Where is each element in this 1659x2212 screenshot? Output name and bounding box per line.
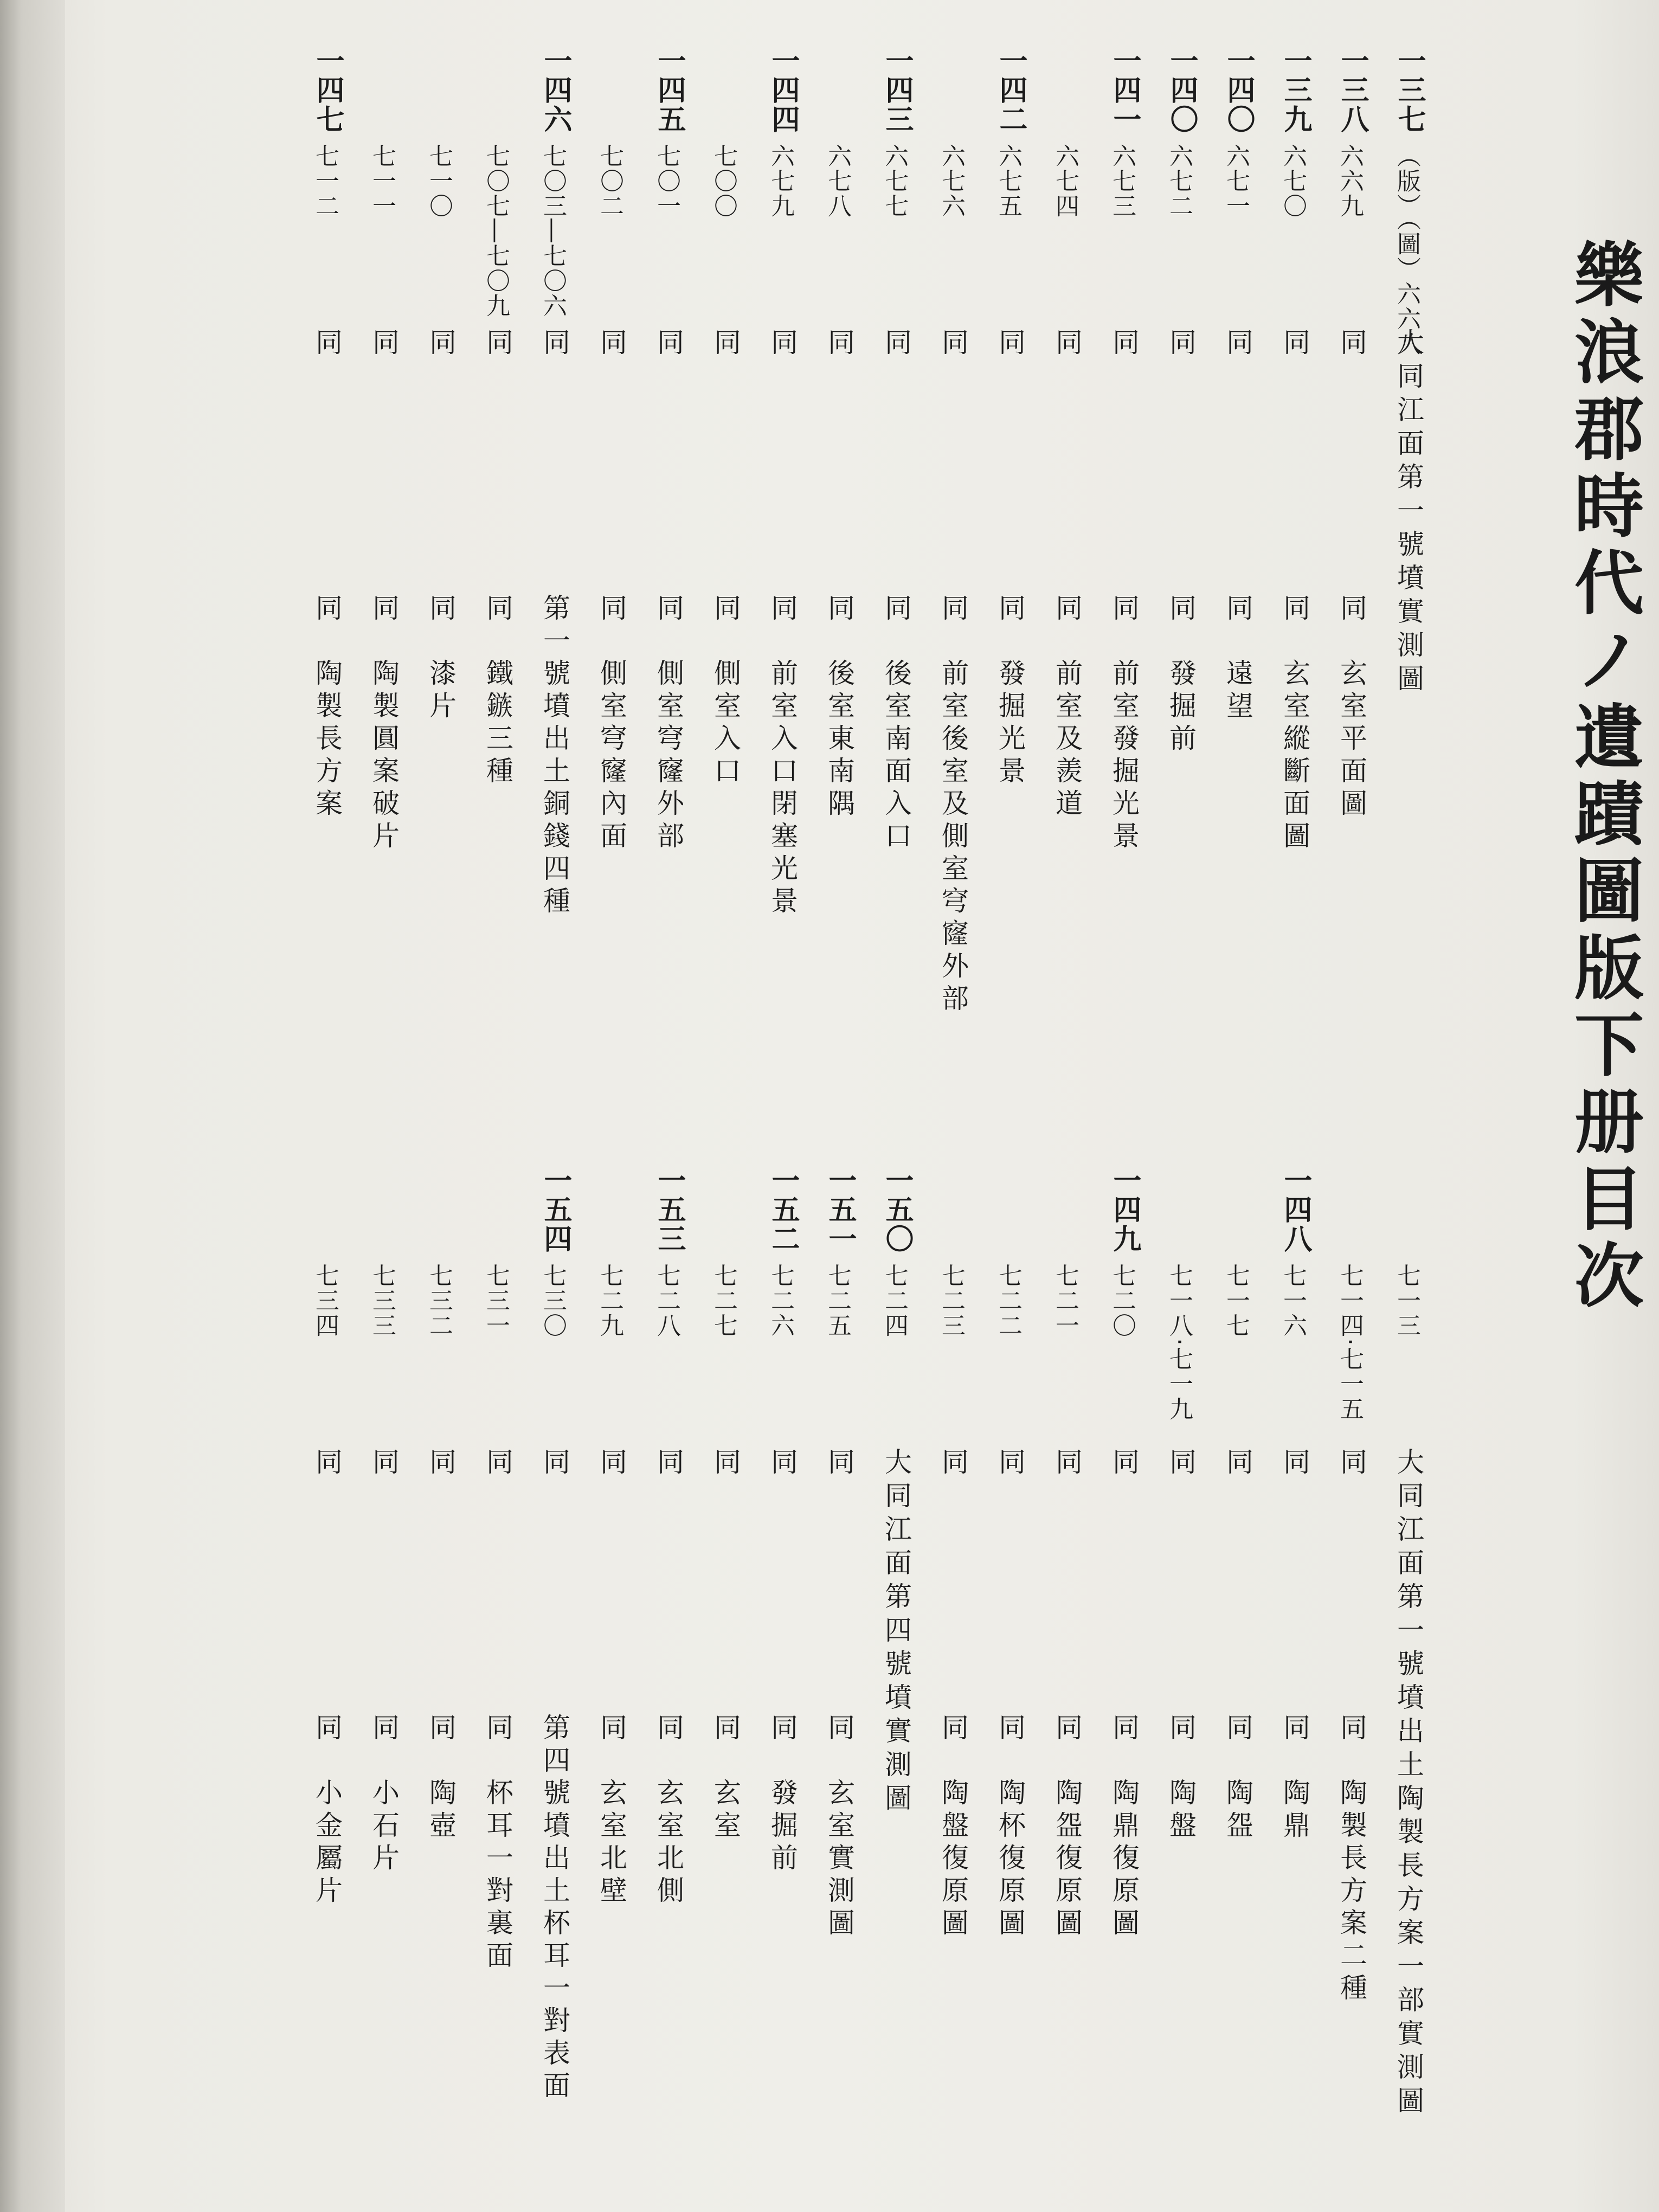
site-name: 同 bbox=[710, 328, 741, 362]
toc-entry bbox=[1092, 46, 1147, 1076]
figure-number: 七〇二 bbox=[596, 144, 623, 218]
site-name: 同 bbox=[596, 1448, 627, 1481]
figure-number: 七一一 bbox=[368, 144, 396, 218]
figure-number: 七三二 bbox=[425, 1263, 453, 1338]
toc-entry bbox=[1377, 46, 1431, 1076]
figure-description: 同 前室發掘光景 bbox=[1108, 594, 1140, 854]
site-name: 大同江面第一號墳出土陶製長方案一部實測圖 bbox=[1393, 1448, 1424, 2120]
lower-entry-list bbox=[65, 1166, 1637, 2196]
figure-description: 同 玄室縱斷面圖 bbox=[1279, 594, 1310, 854]
toc-entry bbox=[808, 46, 862, 1076]
figure-description: 同 前室及羨道 bbox=[1051, 594, 1083, 821]
site-name: 同 bbox=[937, 328, 969, 362]
toc-entry bbox=[1036, 1166, 1090, 2196]
toc-entry bbox=[523, 1166, 577, 2196]
figure-description: 同 陶壺 bbox=[425, 1713, 456, 1843]
figure-number: 七一八‧七一九 bbox=[1165, 1263, 1193, 1422]
figure-description: 同 側室穹窿外部 bbox=[653, 594, 684, 854]
figure-description: 同 陶盤 bbox=[1165, 1713, 1197, 1843]
site-name: 同 bbox=[824, 328, 855, 362]
site-name: 同 bbox=[767, 1448, 798, 1481]
figure-description: 第四號墳出土杯耳一對表面 bbox=[539, 1713, 570, 2104]
plate-number: 一四八 bbox=[1279, 1166, 1311, 1253]
plate-number: 一四三 bbox=[880, 46, 913, 134]
figure-number: 七二一 bbox=[1051, 1263, 1079, 1338]
plate-number: 一五二 bbox=[767, 1166, 799, 1253]
figure-description: 同 小石片 bbox=[368, 1713, 400, 1876]
table-of-contents-page bbox=[65, 0, 1644, 2212]
figure-description: 同 側室入口 bbox=[710, 594, 741, 789]
toc-entry bbox=[751, 46, 805, 1076]
toc-entry bbox=[466, 46, 520, 1076]
site-name: 同 bbox=[653, 1448, 684, 1481]
figure-number: 七〇三―七〇六 bbox=[539, 144, 567, 318]
figure-description: 同 杯耳一對裏面 bbox=[482, 1713, 513, 1973]
figure-description: 同 遠望 bbox=[1222, 594, 1253, 724]
figure-description: 同 後室東南隅 bbox=[824, 594, 855, 821]
plate-number: 一五〇 bbox=[880, 1166, 913, 1253]
plate-number: 一三九 bbox=[1279, 46, 1311, 134]
toc-entry bbox=[751, 1166, 805, 2196]
figure-number: 六七三 bbox=[1108, 144, 1136, 218]
toc-entry bbox=[1377, 1166, 1431, 2196]
site-name: 同 bbox=[710, 1448, 741, 1481]
site-name: 同 bbox=[1051, 1448, 1083, 1481]
toc-entry bbox=[979, 1166, 1033, 2196]
figure-description: 同 陶製圓案破片 bbox=[368, 594, 400, 854]
figure-number: 六七二 bbox=[1165, 144, 1193, 218]
upper-entry-list bbox=[65, 46, 1637, 1076]
figure-number: 七二六 bbox=[767, 1263, 794, 1338]
site-name: 同 bbox=[1165, 1448, 1197, 1481]
toc-entry bbox=[1263, 46, 1317, 1076]
plate-number: 一四〇 bbox=[1165, 46, 1198, 134]
figure-number: 七二五 bbox=[824, 1263, 851, 1338]
figure-description: 同 漆片 bbox=[425, 594, 456, 724]
figure-description: 同 側室穹窿內面 bbox=[596, 594, 627, 854]
toc-entry bbox=[694, 46, 748, 1076]
site-name: 同 bbox=[311, 1448, 343, 1481]
figure-description: 同 發掘光景 bbox=[994, 594, 1026, 789]
toc-entry bbox=[637, 46, 691, 1076]
site-name: 同 bbox=[1336, 1448, 1367, 1481]
figure-description: 同 玄室平面圖 bbox=[1336, 594, 1367, 821]
figure-description: 同 後室南面入口 bbox=[880, 594, 912, 854]
figure-number: 七一三 bbox=[1393, 1263, 1420, 1338]
figure-number: 七三四 bbox=[311, 1263, 339, 1338]
toc-entry bbox=[352, 1166, 407, 2196]
figure-number: 七三〇 bbox=[539, 1263, 567, 1338]
toc-entry bbox=[1320, 1166, 1374, 2196]
toc-entry bbox=[352, 46, 407, 1076]
site-name: 同 bbox=[653, 328, 684, 362]
site-name: 同 bbox=[368, 1448, 400, 1481]
site-name: 同 bbox=[994, 1448, 1026, 1481]
site-name: 同 bbox=[1051, 328, 1083, 362]
toc-entry bbox=[865, 1166, 919, 2196]
site-name: 同 bbox=[1279, 1448, 1310, 1481]
figure-description: 同 陶製長方案二種 bbox=[1336, 1713, 1367, 2006]
toc-entry bbox=[409, 46, 464, 1076]
figure-description: 同 小金屬片 bbox=[311, 1713, 343, 1908]
site-name: 同 bbox=[425, 1448, 456, 1481]
figure-description: 同 玄室北壁 bbox=[596, 1713, 627, 1908]
plate-number: 一五四 bbox=[539, 1166, 571, 1253]
figure-number: 六七七 bbox=[880, 144, 908, 218]
figure-number: 七〇一 bbox=[653, 144, 680, 218]
toc-entry bbox=[694, 1166, 748, 2196]
toc-entry bbox=[1036, 46, 1090, 1076]
figure-number: 六七四 bbox=[1051, 144, 1079, 218]
toc-entry bbox=[922, 1166, 976, 2196]
figure-description: 同 發掘前 bbox=[767, 1713, 798, 1876]
figure-number: 七〇〇 bbox=[710, 144, 737, 218]
toc-entry bbox=[523, 46, 577, 1076]
figure-description: 同 前室入口閉塞光景 bbox=[767, 594, 798, 919]
plate-number: 一四六 bbox=[539, 46, 571, 134]
figure-number: 七二二 bbox=[994, 1263, 1022, 1338]
site-name: 同 bbox=[937, 1448, 969, 1481]
toc-entry bbox=[1320, 46, 1374, 1076]
toc-entry bbox=[979, 46, 1033, 1076]
site-name: 大同江面第一號墳實測圖 bbox=[1393, 328, 1424, 698]
site-name: 同 bbox=[1279, 328, 1310, 362]
figure-number: 七〇七―七〇九 bbox=[482, 144, 510, 318]
figure-number: （版）（圖）六六八 bbox=[1393, 144, 1420, 356]
figure-description: 同 陶盤復原圖 bbox=[937, 1713, 969, 1941]
figure-number: 七二九 bbox=[596, 1263, 623, 1338]
toc-entry bbox=[1149, 46, 1204, 1076]
site-name: 同 bbox=[994, 328, 1026, 362]
toc-entry bbox=[466, 1166, 520, 2196]
plate-number: 一四一 bbox=[1108, 46, 1141, 134]
toc-entry bbox=[409, 1166, 464, 2196]
figure-number: 六七一 bbox=[1222, 144, 1250, 218]
plate-number: 一三七 bbox=[1393, 46, 1425, 134]
figure-number: 七一二 bbox=[311, 144, 339, 218]
plate-number: 一四〇 bbox=[1222, 46, 1255, 134]
plate-number: 一五三 bbox=[653, 1166, 685, 1253]
figure-number: 六七五 bbox=[994, 144, 1022, 218]
site-name: 同 bbox=[482, 328, 513, 362]
figure-number: 七三三 bbox=[368, 1263, 396, 1338]
site-name: 同 bbox=[1165, 328, 1197, 362]
figure-number: 七二四 bbox=[880, 1263, 908, 1338]
site-name: 同 bbox=[767, 328, 798, 362]
plate-number: 一四七 bbox=[311, 46, 344, 134]
figure-number: 六七〇 bbox=[1279, 144, 1307, 218]
figure-number: 七三一 bbox=[482, 1263, 510, 1338]
figure-description: 同 玄室 bbox=[710, 1713, 741, 1843]
figure-number: 六七九 bbox=[767, 144, 794, 218]
figure-description: 同 鐵鏃三種 bbox=[482, 594, 513, 789]
plate-number: 一四五 bbox=[653, 46, 685, 134]
figure-description: 同 前室後室及側室穹窿外部 bbox=[937, 594, 969, 1017]
site-name: 大同江面第四號墳實測圖 bbox=[880, 1448, 912, 1817]
plate-number: 一四四 bbox=[767, 46, 799, 134]
figure-number: 七二八 bbox=[653, 1263, 680, 1338]
plate-number: 一三八 bbox=[1336, 46, 1368, 134]
site-name: 同 bbox=[1222, 1448, 1253, 1481]
site-name: 同 bbox=[1222, 328, 1253, 362]
site-name: 同 bbox=[539, 328, 570, 362]
page-title: 樂浪郡時代ノ遺蹟圖版下册目次 bbox=[1562, 239, 1644, 1316]
toc-entry bbox=[295, 46, 350, 1076]
site-name: 同 bbox=[1108, 1448, 1140, 1481]
site-name: 同 bbox=[880, 328, 912, 362]
site-name: 同 bbox=[311, 328, 343, 362]
toc-entry bbox=[1092, 1166, 1147, 2196]
figure-description: 同 陶盌復原圖 bbox=[1051, 1713, 1083, 1941]
figure-number: 六七六 bbox=[937, 144, 965, 218]
toc-entry bbox=[1206, 46, 1261, 1076]
figure-description: 同 陶製長方案 bbox=[311, 594, 343, 821]
toc-entry bbox=[865, 46, 919, 1076]
figure-number: 七二〇 bbox=[1108, 1263, 1136, 1338]
figure-description: 同 發掘前 bbox=[1165, 594, 1197, 756]
toc-entry bbox=[922, 46, 976, 1076]
figure-number: 七一〇 bbox=[425, 144, 453, 218]
figure-description: 同 陶鼎 bbox=[1279, 1713, 1310, 1843]
toc-entry bbox=[808, 1166, 862, 2196]
figure-description: 同 陶盌 bbox=[1222, 1713, 1253, 1843]
toc-entry bbox=[1149, 1166, 1204, 2196]
figure-description: 同 玄室北側 bbox=[653, 1713, 684, 1908]
toc-entry bbox=[580, 1166, 634, 2196]
site-name: 同 bbox=[425, 328, 456, 362]
site-name: 同 bbox=[539, 1448, 570, 1481]
figure-number: 六六九 bbox=[1336, 144, 1364, 218]
page-edge bbox=[0, 0, 65, 2212]
figure-number: 七一七 bbox=[1222, 1263, 1250, 1338]
site-name: 同 bbox=[482, 1448, 513, 1481]
site-name: 同 bbox=[368, 328, 400, 362]
site-name: 同 bbox=[596, 328, 627, 362]
figure-number: 七二三 bbox=[937, 1263, 965, 1338]
figure-description: 第一號墳出土銅錢四種 bbox=[539, 594, 570, 919]
figure-number: 七二七 bbox=[710, 1263, 737, 1338]
plate-number: 一五一 bbox=[824, 1166, 856, 1253]
figure-description: 同 陶杯復原圖 bbox=[994, 1713, 1026, 1941]
figure-description: 同 玄室實測圖 bbox=[824, 1713, 855, 1941]
toc-entry bbox=[580, 46, 634, 1076]
toc-entry bbox=[295, 1166, 350, 2196]
plate-number: 一四二 bbox=[994, 46, 1027, 134]
toc-entry bbox=[637, 1166, 691, 2196]
figure-number: 六七八 bbox=[824, 144, 851, 218]
figure-number: 七一四‧七一五 bbox=[1336, 1263, 1364, 1422]
figure-number: 七一六 bbox=[1279, 1263, 1307, 1338]
toc-entry bbox=[1206, 1166, 1261, 2196]
plate-number: 一四九 bbox=[1108, 1166, 1141, 1253]
toc-entry bbox=[1263, 1166, 1317, 2196]
site-name: 同 bbox=[1336, 328, 1367, 362]
figure-description: 同 陶鼎復原圖 bbox=[1108, 1713, 1140, 1941]
site-name: 同 bbox=[824, 1448, 855, 1481]
site-name: 同 bbox=[1108, 328, 1140, 362]
